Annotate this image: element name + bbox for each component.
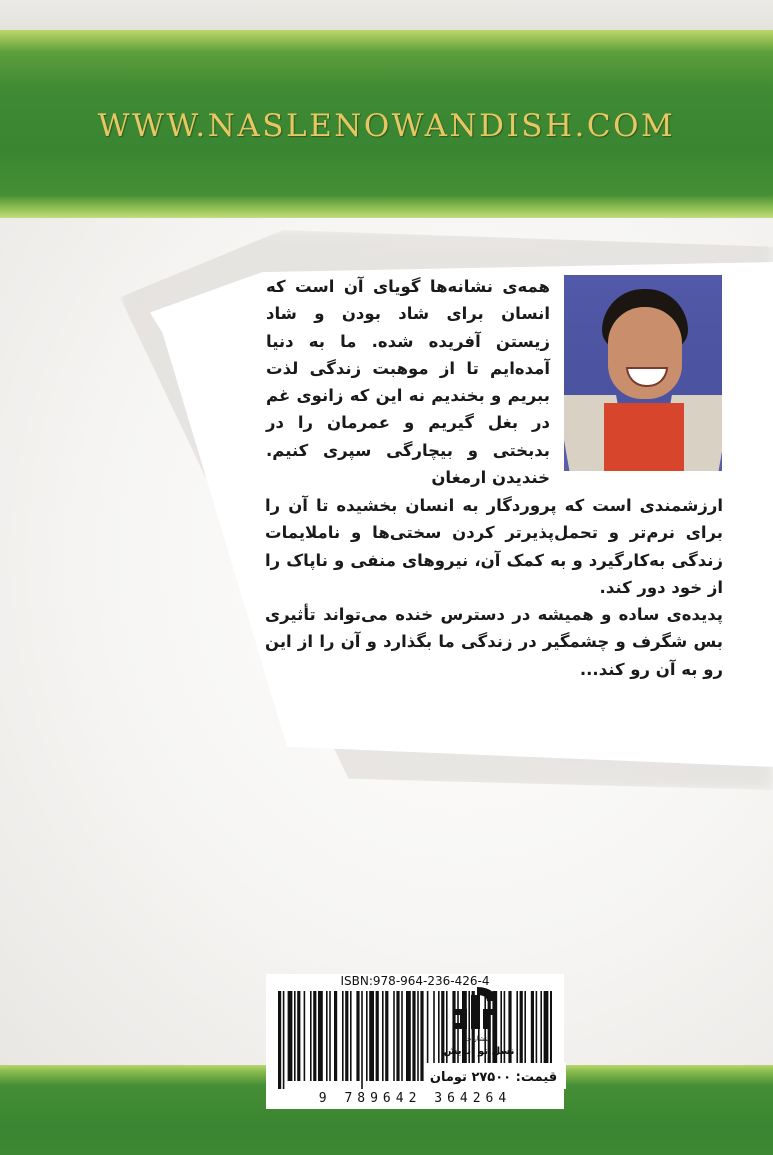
barcode-digits: 9 789642 364264: [318, 1091, 512, 1106]
barcode-bar: [304, 991, 306, 1081]
publisher-name: نسل نو اندیش: [443, 1046, 515, 1057]
barcode-bar: [406, 991, 411, 1081]
publisher-logo-icon: [447, 985, 503, 1037]
website-url: WWW.NASLENOWANDISH.COM: [97, 108, 676, 144]
barcode-bar: [401, 991, 403, 1081]
barcode-bar: [283, 991, 285, 1089]
shirt: [604, 403, 684, 471]
barcode-bar: [334, 991, 337, 1081]
barcode-bar: [329, 991, 331, 1081]
barcode-bar: [393, 991, 395, 1081]
blurb-paragraph-2: ارزشمندی است که پروردگار به انسان بخشیده تا آن را برای نرم‌تر و تحمل‌پذیرتر کردن سختی‌ها و ناملایمات زندگی به‌کارگیرد و به کمک آن، نیروهای منفی و ناپاک را از خود دور کند. پدیده‌ی ساده و همیشه در دسترس خنده می‌تواند تأثیری بس شگرف و چشمگیر در زندگی ما بگذارد و آن را از این رو به آن رو کند...: [265, 496, 723, 679]
barcode-bar: [294, 991, 296, 1081]
author-photo: [564, 275, 722, 471]
barcode-bar: [310, 991, 312, 1081]
barcode-bar: [318, 991, 323, 1081]
barcode-bar: [382, 991, 384, 1081]
barcode-bar: [385, 991, 388, 1081]
barcode-bar: [396, 991, 399, 1081]
isbn-text: ISBN:978-964-236-426-4: [340, 974, 490, 988]
barcode-bar: [361, 991, 363, 1089]
barcode-bar: [417, 991, 419, 1081]
price-text: قیمت: ۲۷۵۰۰ تومان: [429, 1070, 558, 1085]
barcode-bar: [278, 991, 281, 1089]
barcode-bar: [376, 991, 379, 1081]
barcode-bar: [313, 991, 316, 1081]
barcode-bar: [326, 991, 328, 1081]
blurb-paragraph-1: همه‌ی نشانه‌ها گویای آن است که انسان برای شاد بودن و شاد زیستن آفریده شده. ما به دنیا آمده‌ایم تا از موهبت زندگی لذت ببریم و بخندیم نه این که زانوی غم در بغل گیریم و عمرمان را در بدبختی و بیچارگی سپری کنیم. خندیدن ارمغان: [266, 277, 550, 488]
barcode-bar: [369, 991, 374, 1081]
barcode-bar: [412, 991, 415, 1081]
barcode-bar: [350, 991, 352, 1081]
publisher-label: انتشارات: [464, 1035, 492, 1043]
barcode-bar: [288, 991, 293, 1081]
barcode-bar: [356, 991, 359, 1081]
barcode-bar: [297, 991, 300, 1081]
barcode-bar: [345, 991, 348, 1081]
barcode-bar: [342, 991, 344, 1081]
barcode-bar: [420, 991, 423, 1081]
barcode-bar: [366, 991, 368, 1081]
